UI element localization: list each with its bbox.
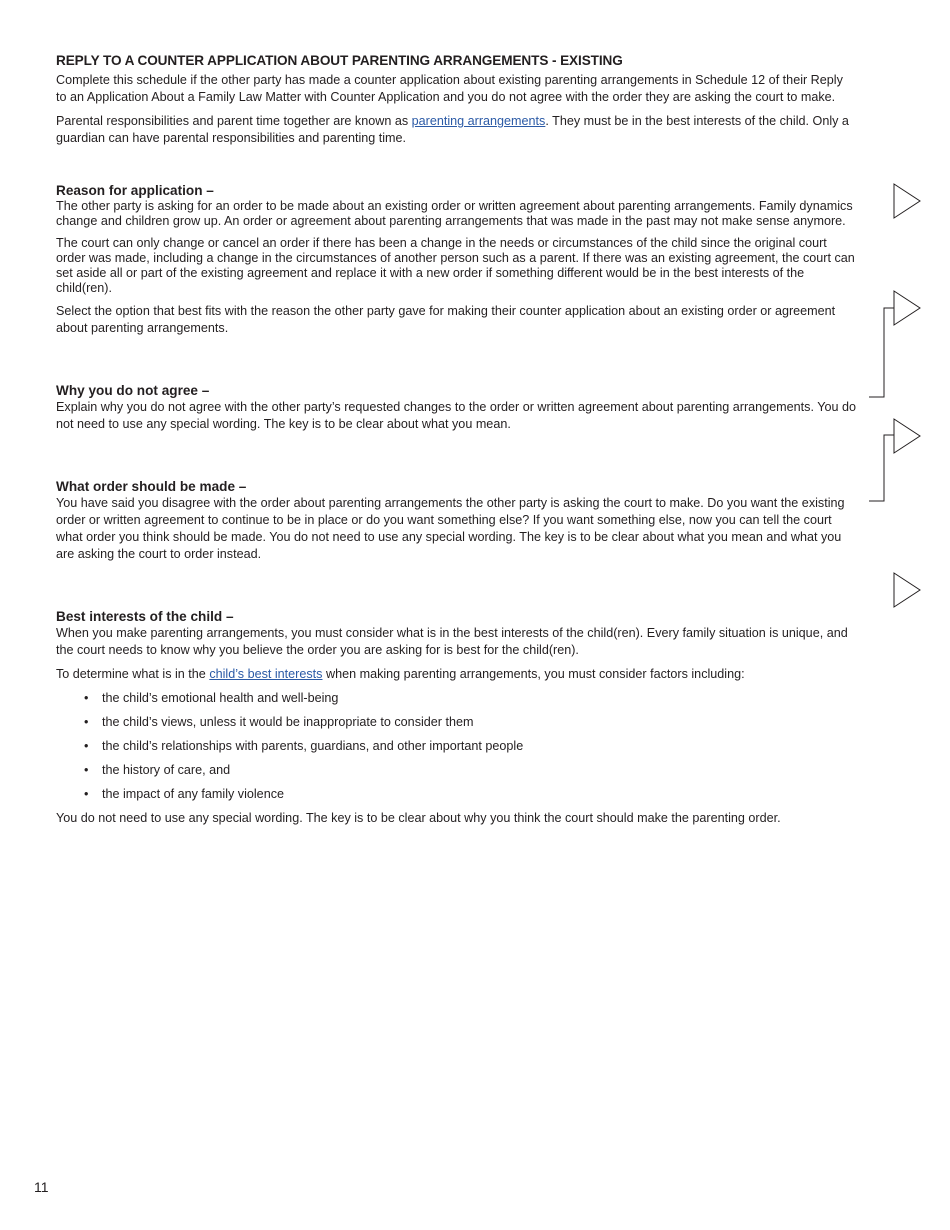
best-interests-paragraph-2 bbox=[56, 666, 856, 683]
reason-paragraph-3: Select the option that best fits with the reason the other party gave for making their counter application about an existing order or agreement about parenting arrangements. bbox=[56, 304, 836, 335]
triangle-arrow-icon bbox=[894, 184, 920, 218]
disagree-paragraph: Explain why you do not agree with the other party’s requested changes to the order or written agreement about parenting arrangements. You do not need to use any special wording. The key is to be clear about what you mean. bbox=[56, 400, 856, 431]
childs-best-interests-link[interactable]: child’s best interests bbox=[209, 667, 323, 681]
reason-paragraph-1: The other party is asking for an order to be made about an existing order or written agreement about parenting arrangements. Family dynamics change and children grow up. An order or agreement about parenting arrangements that was made in the past may not make sense anymore. bbox=[56, 199, 853, 228]
list-item: • the child’s emotional health and well-being bbox=[102, 690, 856, 707]
best-interests-paragraph-1: When you make parenting arrangements, you must consider what is in the best interests of the child(ren). Every family situation is unique, and the court needs to know why you believe the order you are asking for is best for the child(ren). bbox=[56, 626, 848, 657]
intro2-text-after: . They must be in the best interests of the child. Only a guardian can have parental responsibilities and parenting time. bbox=[56, 114, 849, 145]
list-item: • the impact of any family violence bbox=[102, 786, 856, 803]
intro-paragraph-2 bbox=[56, 113, 856, 147]
order-heading: What order should be made – bbox=[56, 479, 247, 494]
list-item: • the history of care, and bbox=[102, 762, 856, 779]
best-p2-text-before: To determine what is in the bbox=[56, 667, 210, 681]
margin-arrows bbox=[860, 170, 930, 620]
reason-paragraph-2: The court can only change or cancel an order if there has been a change in the needs or circumstances of the child since the original court order was made, including a change in the circumstances of another person such as a parent. If there was an existing agreement, the court can set aside all or part of the existing agreement and replace it with a new order if something different would be in the best interests of the child(ren). bbox=[56, 236, 855, 295]
triangle-arrow-icon bbox=[894, 573, 920, 607]
best-interests-paragraph-3: You do not need to use any special wording. The key is to be clear about why you think the court should make the parenting order. bbox=[56, 811, 781, 825]
best-p2-text-after: when making parenting arrangements, you must consider factors including: bbox=[322, 667, 745, 681]
page-number: 11 bbox=[34, 1179, 49, 1195]
parenting-arrangements-link[interactable]: parenting arrangements bbox=[411, 114, 546, 128]
schedule-content bbox=[56, 52, 856, 834]
best-interests-heading: Best interests of the child – bbox=[56, 609, 234, 624]
triangle-arrow-icon bbox=[894, 291, 920, 325]
bracket-line-icon bbox=[869, 435, 894, 501]
intro-paragraph: Complete this schedule if the other party has made a counter application about existing parenting arrangements in Schedule 12 of their Reply to an Application About a Family Law Matter with Counter Application and you do not agree with the order they are asking the court to make. bbox=[56, 73, 843, 104]
order-paragraph: You have said you disagree with the order about parenting arrangements the other party is asking the court to make. Do you want the existing order or written agreement to continue to be in place or do you want something else? If you want something else, now you can tell the court what order you think should be made. You do not need to use any special wording. The key is to be clear about what you mean and what you are asking the court to order instead. bbox=[56, 496, 845, 561]
disagree-heading: Why you do not agree – bbox=[56, 383, 210, 398]
list-item: • the child’s relationships with parents, guardians, and other important people bbox=[102, 738, 856, 755]
triangle-arrow-icon bbox=[894, 419, 920, 453]
list-item: • the child’s views, unless it would be inappropriate to consider them bbox=[102, 714, 856, 731]
bracket-line-icon bbox=[869, 308, 894, 397]
factors-list bbox=[56, 690, 856, 803]
reason-heading: Reason for application – bbox=[56, 183, 214, 198]
page-title: REPLY TO A COUNTER APPLICATION ABOUT PARENTING ARRANGEMENTS - EXISTING bbox=[56, 53, 623, 68]
intro2-text-before: Parental responsibilities and parent time together are known as bbox=[56, 114, 412, 128]
